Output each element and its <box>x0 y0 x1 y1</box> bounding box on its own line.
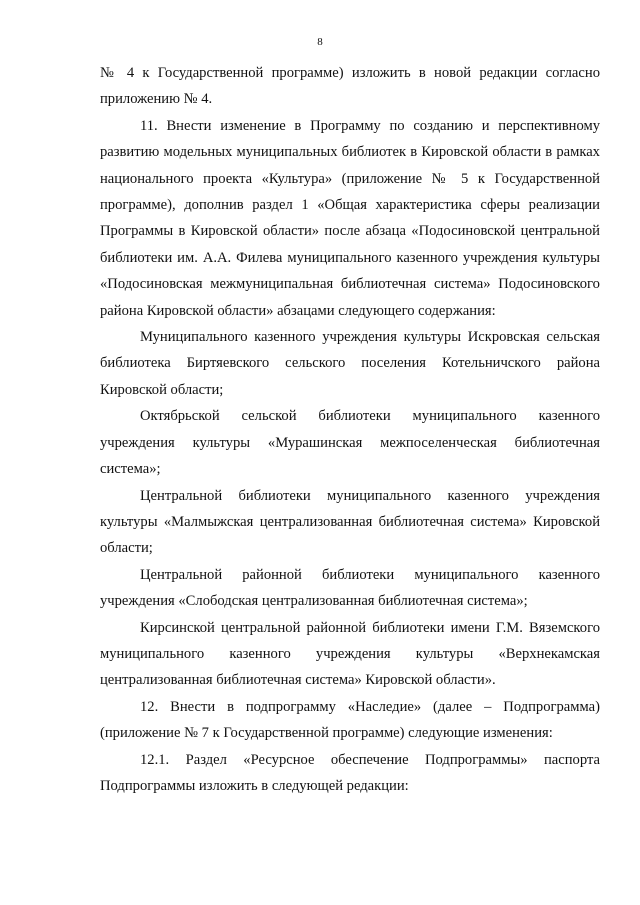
paragraph-p-item-12 <box>100 694 600 747</box>
text-line: Октябрьской сельской библиотеки муниципального казенного <box>140 408 600 425</box>
paragraph-p-oktyabrskaya <box>100 403 600 482</box>
text-line: муниципального казенного учреждения культуры «Верхнекамская <box>100 645 600 662</box>
text-line: к Государственной программе), дополнив раздел 1 «Общая характеристика <box>100 170 600 214</box>
text-line: в рамках национального проекта «Культура» (приложение № 5 <box>100 144 600 187</box>
text-line: (приложение № 7 к Государственной программе) следующие изменения: <box>100 725 553 742</box>
text-line: Центральной библиотеки муниципального казенного учреждения <box>140 487 600 504</box>
text-line: 12.1. Раздел «Ресурсное обеспечение Подпрограммы» паспорта <box>140 751 600 768</box>
text-line: № 4 к Государственной программе) изложить в новой редакции согласно <box>100 65 600 81</box>
paragraph-p-slobodskaya <box>100 562 600 615</box>
text-line: Подпрограммы изложить в следующей редакции: <box>100 777 409 794</box>
text-line: учреждения культуры «Мурашинская межпоселенческая библиотечная <box>100 434 600 451</box>
text-line: 11. Внести изменение в Программу по созданию и перспективному <box>140 117 600 134</box>
text-line: «Подосиновской центральной библиотеки им. А.А. Филева муниципального <box>100 223 600 266</box>
paragraph-p-continuation <box>100 60 600 113</box>
text-line: культуры «Малмыжская централизованная библиотечная система» <box>100 513 527 530</box>
text-line: Кирсинской центральной районной библиотеки имени Г.М. Вяземского <box>140 619 600 636</box>
paragraph-p-item-11 <box>100 113 600 324</box>
text-line: централизованная библиотечная система» Кировской области». <box>100 672 496 689</box>
text-line: система»; <box>100 461 161 478</box>
text-line: библиотечная система» Подосиновского района Кировской области» <box>100 276 600 319</box>
paragraph-p-iskrovskaya <box>100 324 600 403</box>
text-line: 12. Внести в подпрограмму «Наследие» (далее – Подпрограмма) <box>140 698 600 715</box>
page-number: 8 <box>317 36 323 48</box>
document-body <box>100 60 600 799</box>
text-line: казенного учреждения культуры «Подосиновская межмуниципальная <box>100 249 600 293</box>
text-line: приложению № 4. <box>100 91 213 108</box>
paragraph-p-kirsinskaya <box>100 615 600 694</box>
paragraph-p-item-12-1 <box>100 747 600 800</box>
text-line: сферы реализации Программы в Кировской области» после абзаца <box>100 197 600 240</box>
text-line: Кировской области; <box>100 381 224 398</box>
paragraph-p-malmyzhskaya <box>100 483 600 562</box>
text-line: Центральной районной библиотеки муниципального казенного <box>140 566 600 583</box>
text-line: абзацами следующего содержания: <box>277 302 496 319</box>
text-line: Кировской области; <box>100 513 601 557</box>
text-line: библиотека Биртяевского сельского поселения Котельничского района <box>100 355 600 372</box>
text-line: учреждения «Слободская централизованная библиотечная система»; <box>100 593 528 610</box>
text-line: развитию модельных муниципальных библиотек в Кировской области <box>100 144 542 161</box>
text-line: Муниципального казенного учреждения культуры Искровская сельская <box>140 329 600 346</box>
